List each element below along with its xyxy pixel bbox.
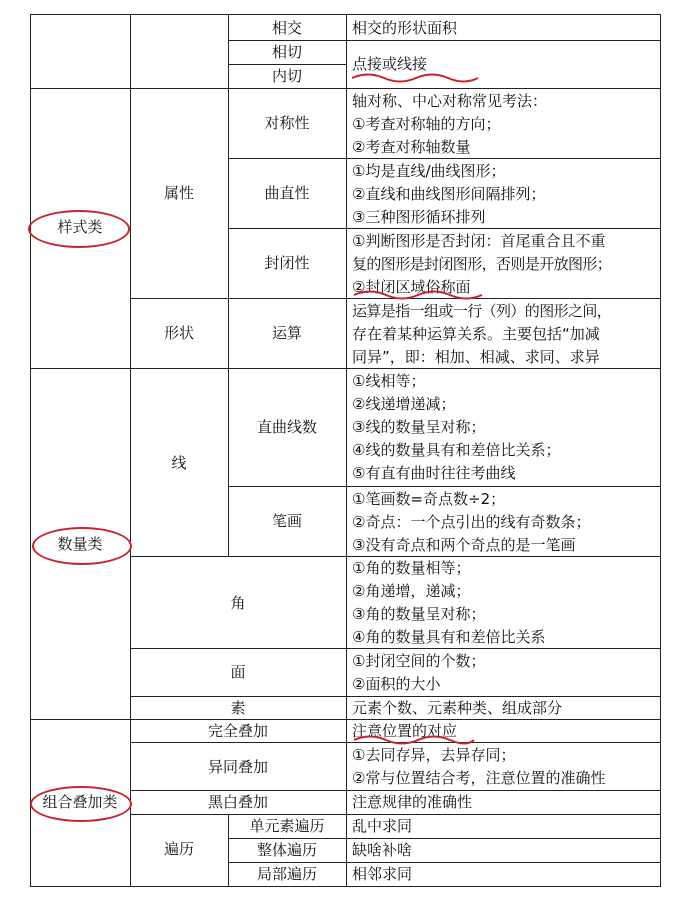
straight-curve-line: ①线相等； — [352, 372, 426, 390]
operation-line: 存在着某种运算关系。主要包括“加减 — [352, 325, 600, 343]
border — [660, 14, 661, 887]
annotation-circle — [30, 786, 132, 822]
straight-curve-line: ⑤有直有曲时往往考曲线 — [352, 464, 516, 482]
single-traverse-name: 单元素遍历 — [249, 817, 325, 835]
col-line — [228, 14, 229, 556]
partial-traverse-name: 局部遍历 — [256, 865, 317, 883]
full-overlay-name: 完全叠加 — [207, 722, 268, 740]
section-quantity-label: 数量类 — [57, 535, 103, 553]
symmetry-name: 对称性 — [264, 114, 310, 132]
angle-line: ①角的数量相等； — [352, 559, 471, 577]
line-label: 线 — [171, 454, 187, 472]
symmetry-line: 轴对称、中心对称常见考法： — [352, 92, 548, 110]
curvature-line: ②直线和曲线图形间隔排列； — [352, 185, 546, 203]
partial-traverse-desc: 相邻求同 — [352, 865, 413, 883]
inscribed-name: 内切 — [271, 67, 302, 85]
whole-traverse-name: 整体遍历 — [256, 841, 317, 859]
single-traverse-desc: 乱中求同 — [352, 817, 413, 835]
annotation-underline — [350, 72, 480, 84]
straight-curve-name: 直曲线数 — [256, 418, 317, 436]
face-name: 面 — [230, 663, 246, 681]
tangent-desc: 点接或线接 — [352, 55, 428, 73]
intersect-desc: 相交的形状面积 — [352, 19, 458, 37]
stroke-name: 笔画 — [271, 512, 302, 530]
face-line: ①封闭空间的个数； — [352, 652, 486, 670]
operation-line: 同异”，即：相加、相减、求同、求异 — [352, 348, 600, 366]
annotation-circle — [28, 210, 130, 248]
angle-line: ②角递增，递减； — [352, 582, 471, 600]
diff-overlay-line: ①去同存异，去异存同； — [352, 746, 516, 764]
whole-traverse-desc: 缺啥补啥 — [352, 841, 413, 859]
element-desc: 元素个数、元素种类、组成部分 — [352, 699, 563, 717]
border — [30, 886, 661, 887]
shape-label: 形状 — [163, 324, 194, 342]
curvature-line: ③三种图形循环排列 — [352, 208, 486, 226]
closure-line: 复的图形是封闭图形，否则是开放图形； — [352, 255, 612, 273]
closure-line: ②封闭区域俗称面 — [352, 278, 471, 296]
closure-name: 封闭性 — [264, 254, 310, 272]
angle-name: 角 — [230, 594, 246, 612]
curvature-line: ①均是直线/曲线图形； — [352, 162, 506, 180]
operation-name: 运算 — [271, 324, 302, 342]
border — [30, 14, 31, 887]
angle-line: ③角的数量呈对称； — [352, 605, 486, 623]
stroke-line: ②奇点：一个点引出的线有奇数条； — [352, 513, 591, 531]
straight-curve-line: ③线的数量呈对称； — [352, 418, 486, 436]
bw-overlay-name: 黑白叠加 — [207, 793, 268, 811]
curvature-name: 曲直性 — [264, 184, 310, 202]
face-line: ②面积的大小 — [352, 675, 441, 693]
diff-overlay-line: ②常与位置结合考，注意位置的准确性 — [352, 769, 606, 787]
tangent-name: 相切 — [271, 43, 302, 61]
section-combination-label: 组合叠加类 — [42, 793, 118, 811]
bw-overlay-desc: 注意规律的准确性 — [352, 793, 473, 811]
closure-line: ①判断图形是否封闭：首尾重合且不重 — [352, 232, 606, 250]
straight-curve-line: ②线递增递减； — [352, 395, 456, 413]
intersect-name: 相交 — [271, 19, 302, 37]
operation-line: 运算是指一组或一行（列）的图形之间， — [352, 302, 612, 320]
traverse-label: 遍历 — [163, 840, 194, 858]
element-name: 素 — [230, 699, 246, 717]
full-overlay-desc: 注意位置的对应 — [352, 722, 458, 740]
row-line — [228, 486, 660, 487]
annotation-circle — [32, 527, 132, 565]
symmetry-line: ②考查对称轴数量 — [352, 138, 471, 156]
stroke-line: ①笔画数=奇点数÷2； — [352, 490, 506, 508]
row-line — [30, 88, 661, 89]
stroke-line: ③没有奇点和两个奇点的是一笔画 — [352, 536, 576, 554]
diff-overlay-name: 异同叠加 — [207, 758, 268, 776]
straight-curve-line: ④线的数量具有和差倍比关系； — [352, 441, 561, 459]
attribute-label: 属性 — [163, 184, 194, 202]
angle-line: ④角的数量具有和差倍比关系 — [352, 628, 546, 646]
section-style-label: 样式类 — [57, 218, 103, 236]
symmetry-line: ①考查对称轴的方向； — [352, 115, 501, 133]
